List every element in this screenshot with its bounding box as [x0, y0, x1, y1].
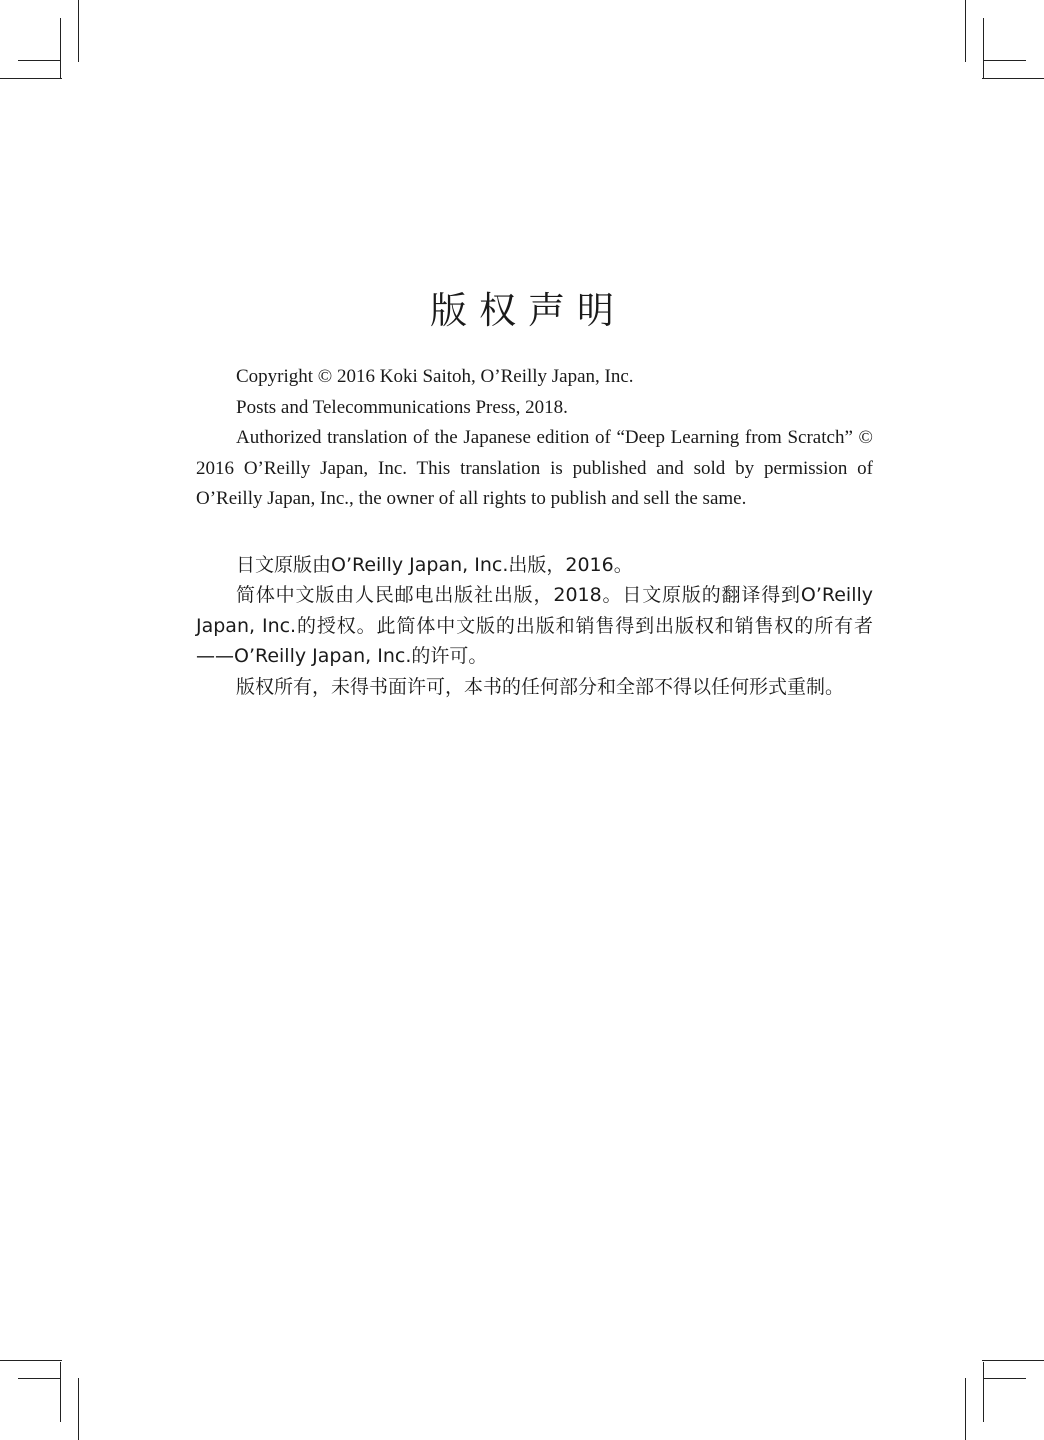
copyright-line: Copyright © 2016 Koki Saitoh, O’Reilly Japan, Inc.	[236, 366, 634, 387]
simplified-edition-paragraph: 简体中文版由人民邮电出版社出版，2018。日文原版的翻译得到O’Reilly Japan, Inc.的授权。此简体中文版的出版和销售得到出版权和销售权的所有者——O’Reilly Japan, Inc.的许可。	[196, 584, 873, 667]
authorized-paragraph: Authorized translation of the Japanese edition of “Deep Learning from Scratch” © 2016 O’Reilly Japan, Inc. This translation is published and sold by permission of O’Reilly Japan, Inc., the owner of all rights to publish and sell the same.	[196, 427, 873, 509]
rights-reserved-line: 版权所有，未得书面许可，本书的任何部分和全部不得以任何形式重制。	[236, 675, 845, 698]
english-block	[196, 362, 873, 515]
press-line: Posts and Telecommunications Press, 2018.	[236, 396, 568, 418]
original-edition-line: 日文原版由O’Reilly Japan, Inc.出版，2016。	[236, 553, 633, 576]
section-gap	[196, 515, 873, 550]
copyright-body	[196, 362, 873, 702]
page-title: 版权声明	[430, 289, 626, 332]
chinese-block	[196, 550, 873, 703]
